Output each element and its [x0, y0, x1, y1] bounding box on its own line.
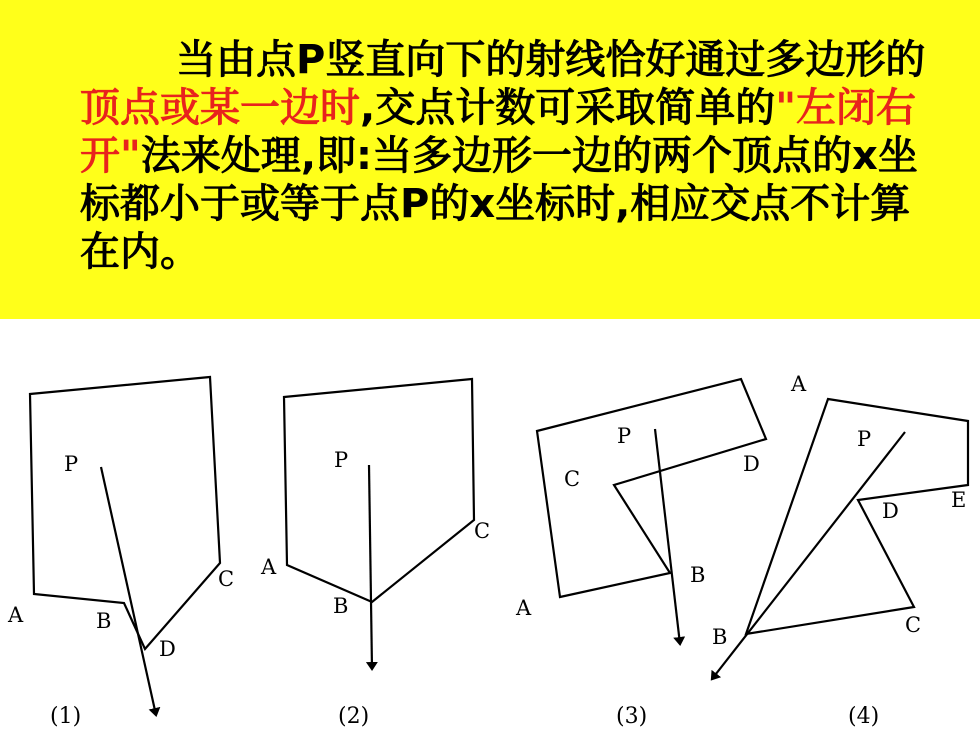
label-4-C: C	[905, 613, 922, 637]
explanation-paragraph	[80, 36, 940, 276]
label-4-P: P	[857, 427, 872, 451]
label-1-B: B	[96, 609, 112, 633]
ray-4	[712, 432, 905, 679]
ray-1	[101, 467, 156, 715]
caption-3: (3)	[616, 704, 648, 729]
figures-area	[0, 319, 980, 735]
text-part-1: 当由点P竖直向下的射线恰好通过多边形的	[176, 37, 926, 83]
polygon-1	[30, 377, 220, 649]
figure-4	[712, 372, 968, 729]
label-2-A: A	[261, 555, 277, 579]
figure-3	[515, 379, 766, 729]
caption-4: (4)	[848, 704, 880, 729]
label-2-C: C	[474, 519, 491, 543]
label-2-P: P	[334, 448, 349, 472]
label-3-B: B	[690, 563, 706, 587]
polygon-2	[284, 379, 474, 602]
ray-3	[655, 429, 680, 644]
label-1-A: A	[8, 603, 24, 627]
caption-1: (1)	[50, 704, 82, 729]
text-part-3: ,交点计数可采取简单的	[360, 85, 776, 131]
label-3-A: A	[516, 596, 532, 620]
figure-2	[260, 379, 490, 729]
label-3-C: C	[564, 467, 581, 491]
label-4-B: B	[712, 625, 728, 649]
text-part-5: 法来处理,即:当多边形一边的两个顶点的x坐标都小于或等于点P的x坐标时,相应交点不计算在内。	[80, 133, 918, 275]
label-4-A: A	[791, 372, 807, 396]
text-banner	[0, 0, 980, 319]
caption-2: (2)	[338, 704, 370, 729]
label-1-C: C	[218, 567, 235, 591]
label-2-B: B	[333, 594, 349, 618]
highlight-left-closed-right-open: "左闭右开"	[80, 85, 917, 179]
label-4-E: E	[951, 488, 967, 512]
label-3-P: P	[617, 424, 632, 448]
label-1-P: P	[64, 452, 79, 476]
label-1-D: D	[159, 637, 176, 661]
label-4-D: D	[882, 499, 899, 523]
figure-1	[7, 377, 234, 729]
highlight-vertex-or-edge: 顶点或某一边时	[80, 85, 360, 131]
label-3-D: D	[743, 452, 760, 476]
ray-2	[369, 465, 372, 669]
